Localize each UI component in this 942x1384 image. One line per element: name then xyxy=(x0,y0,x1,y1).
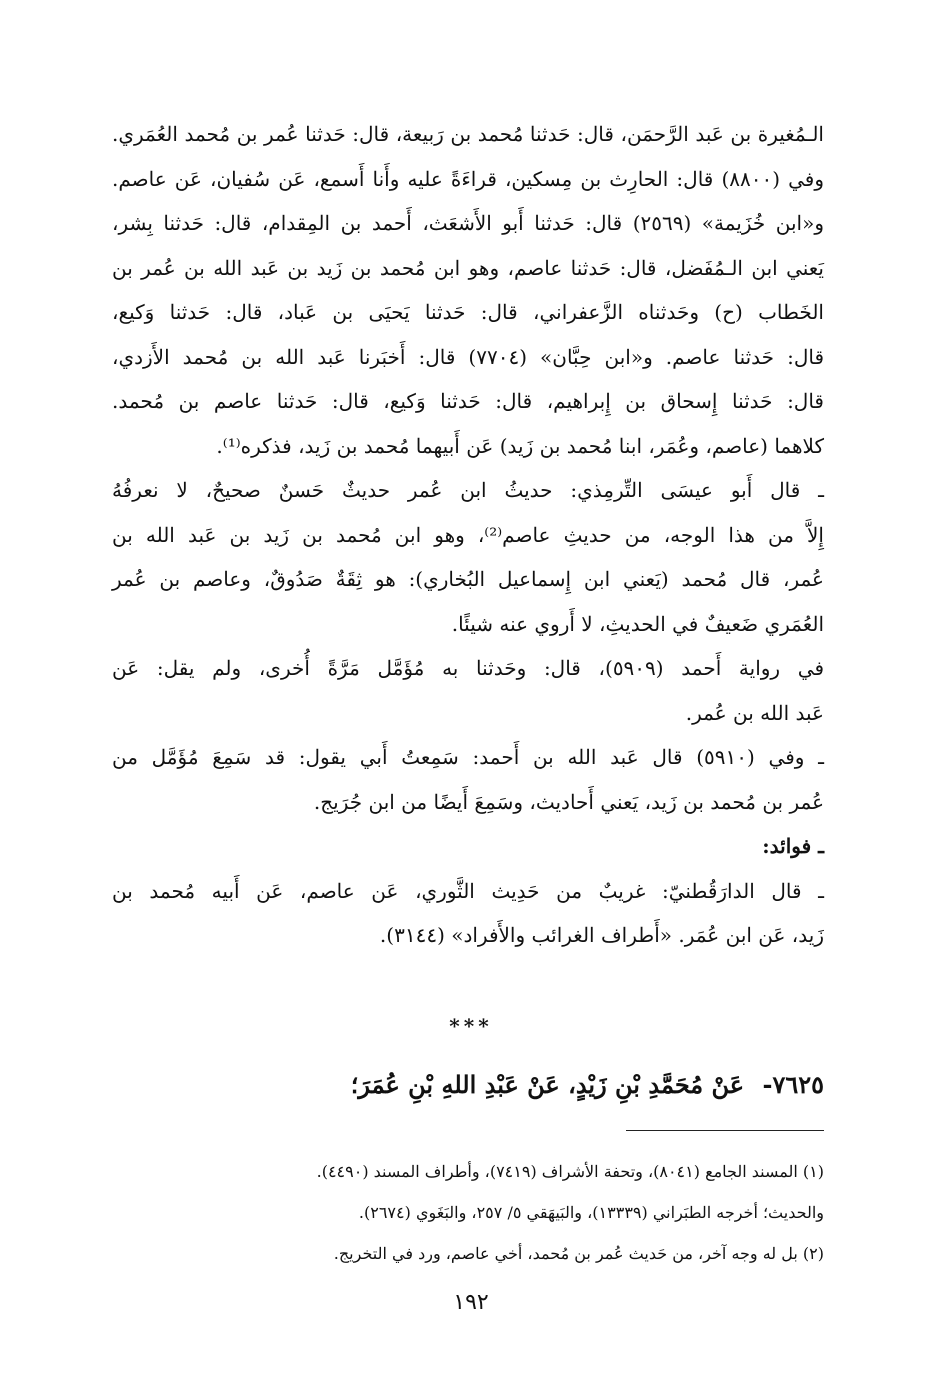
text-line: ـ وفي (٥٩١٠) قال عَبد الله بن أَحمد: سَمِعتُ أَبي يقول: قد سَمِعَ مُؤَمَّل من xyxy=(112,745,824,769)
footnotes xyxy=(112,1151,824,1274)
page-number: ١٩٢ xyxy=(453,1290,489,1315)
text-line: و«ابن خُزَيمة» (٢٥٦٩) قال: حَدثنا أَبو الأَشعَث، أَحمد بن المِقدام، قال: حَدثنا بِشر، xyxy=(112,211,825,235)
text-line: عُمر بن مُحمد بن زَيد، يَعني أَحاديث، وسَمِعَ أَيضًا من ابن جُرَيج. xyxy=(313,789,824,814)
text-line: يَعني ابن الـمُفَضل، قال: حَدثنا عاصم، وهو ابن مُحمد بن زَيد بن عَبد الله بن عُمر بن xyxy=(112,255,824,280)
text-line: زَيد، عَن ابن عُمَر. «أَطراف الغرائب والأَفراد» (٣١٤٤). xyxy=(379,923,824,947)
text-line: ـ قال أَبو عيسَى التِّرمِذي: حديثُ ابن عُمر حديثٌ حَسنٌ صحيحٌ، لا نعرفُهُ xyxy=(112,478,824,502)
section-separator: *** xyxy=(449,1014,493,1038)
text-line: ـ قال الدارَقُطنيّ: غريبٌ من حَدِيث الثَّوري، عَن عاصم، عَن أَبيه مُحمد بن xyxy=(112,878,824,903)
text-line: عُمر، قال مُحمد (يَعني ابن إِسماعيل البُخاري): هو ثِقَةٌ صَدُوقٌ، وعاصم بن عُمر xyxy=(112,567,824,591)
text-line: الخَطاب (ح) وحَدثناه الزَّعفراني، قال: حَدثنا يَحيَى بن عَباد، قال: حَدثنا وَكيع، xyxy=(112,300,824,324)
hadith-heading xyxy=(112,1060,824,1110)
text-line: وفي (٨٨٠٠) قال: الحارِث بن مِسكين، قراءَةً عليه وأَنا أَسمع، عَن سُفيان، عَن عاصم. xyxy=(112,166,824,191)
section-heading: ـ فوائد: xyxy=(762,834,824,858)
text-line: إِلاَّ من هذا الوجه، من حديثِ عاصم⁽²⁾، وهو ابن مُحمد بن زَيد بن عَبد الله بن xyxy=(112,522,824,547)
footnote-line: (١) المسند الجامع (٨٠٤١)، وتحفة الأشراف (٧٤١٩)، وأطراف المسند (٤٤٩٠). xyxy=(316,1162,824,1181)
text-line: قال: حَدثنا إِسحاق بن إِبراهيم، قال: حَدثنا وَكيع، قال: حَدثنا عاصم بن مُحمد. xyxy=(112,389,824,413)
text-line: عَبد الله بن عُمر. xyxy=(685,700,824,725)
footnote-line: والحديث؛ أخرجه الطبَراني (١٣٣٣٩)، والبَيهَقي ٥/ ٢٥٧، والبَغَوي (٢٦٧٤). xyxy=(358,1203,824,1222)
text-line: العُمَري ضَعيفٌ في الحديثِ، لا أَروي عنه شيئًا. xyxy=(451,611,824,636)
footnote-divider xyxy=(626,1130,824,1131)
text-line: الـمُغيرة بن عَبد الرَّحمَن، قال: حَدثنا مُحمد بن رَبيعة، قال: حَدثنا عُمر بن مُحمد العُمَري. xyxy=(112,122,824,146)
main-text-block xyxy=(112,112,824,958)
hadith-chain-title: عَنْ مُحَمَّدِ بْنِ زَيْدٍ، عَنْ عَبْدِ اللهِ بْنِ عُمَرَ؛ xyxy=(350,1070,745,1099)
text-line: قال: حَدثنا عاصم. و«ابن حِبَّان» (٧٧٠٤) قال: أَخبَرنا عَبد الله بن مُحمد الأَزدي، xyxy=(112,344,824,369)
hadith-number: ٧٦٢٥- xyxy=(762,1070,824,1099)
text-line: كلاهما (عاصم، وعُمَر، ابنا مُحمد بن زَيد) عَن أَبيهما مُحمد بن زَيد، فذكره⁽¹⁾. xyxy=(216,433,824,458)
text-line: في رواية أَحمد (٥٩٠٩)، قال: وحَدثنا به مُؤَمَّل مَرَّةً أُخرى، ولم يقل: عَن xyxy=(112,656,825,680)
footnote-line: (٢) بل له وجه آخر، من حَديث عُمر بن مُحمد، أخي عاصم، ورد في التخريج. xyxy=(333,1244,824,1263)
